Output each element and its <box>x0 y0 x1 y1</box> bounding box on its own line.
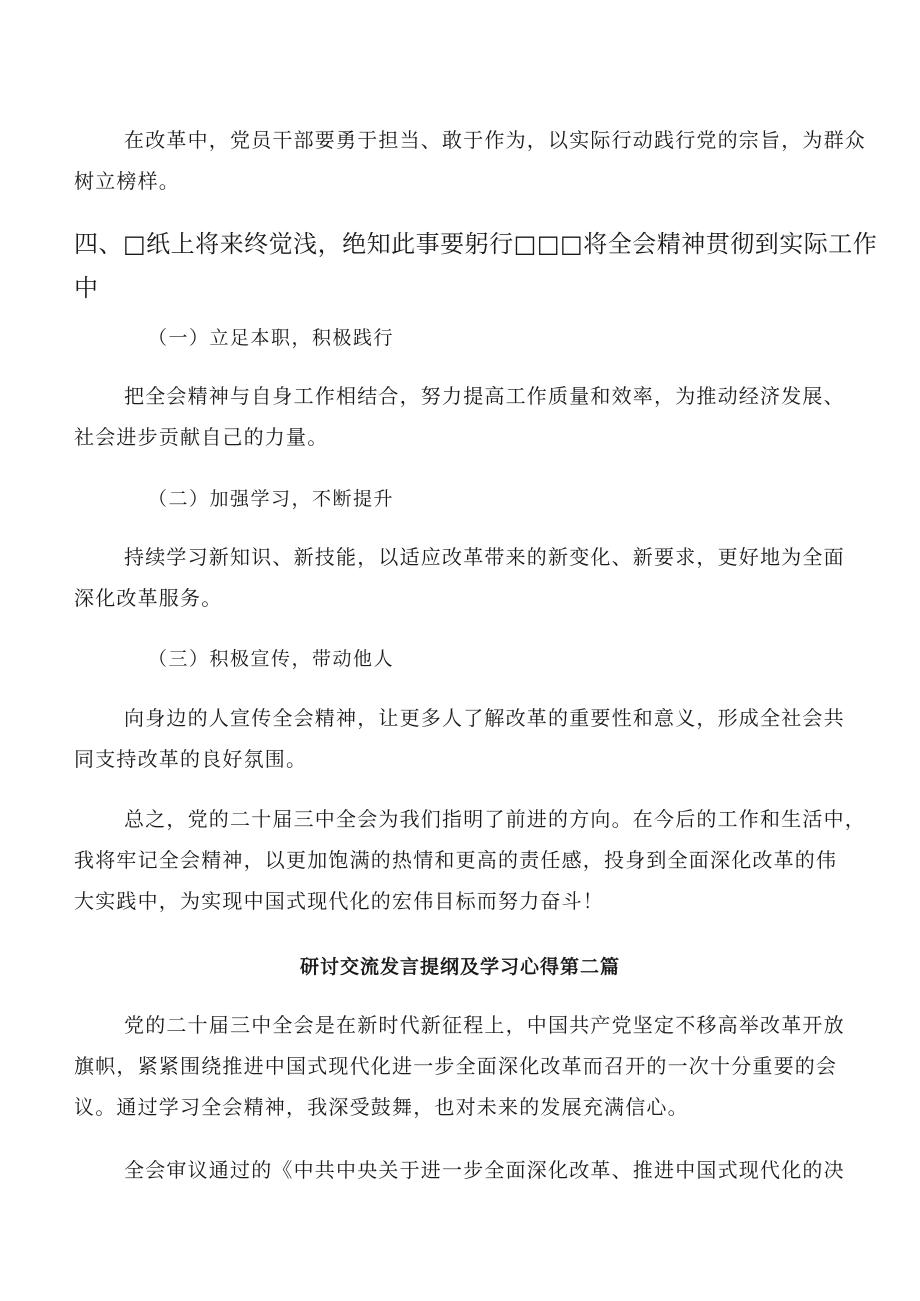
subheading-three: （三）积极宣传，带动他人 <box>148 648 395 670</box>
heading-line: 中 <box>74 274 99 302</box>
paragraph-line: 在改革中，党员干部要勇于担当、敢于作为，以实际行动践行党的宗旨，为群众 <box>124 128 866 152</box>
paragraph-line: 我将牢记全会精神，以更加饱满的热情和更高的责任感，投身到全面深化改革的伟 <box>74 848 838 872</box>
paragraph-line: 社会进步贡献自己的力量。 <box>74 425 329 449</box>
paragraph-line: 旗帜，紧紧围绕推进中国式现代化进一步全面深化改革而召开的一次十分重要的会 <box>74 1054 838 1078</box>
paragraph-line: 向身边的人宣传全会精神，让更多人了解改革的重要性和意义，形成全社会共 <box>124 706 845 730</box>
paragraph-line: 持续学习新知识、新技能，以适应改革带来的新变化、新要求，更好地为全面 <box>124 545 845 569</box>
section-title: 研讨交流发言提纲及学习心得第二篇 <box>299 956 620 978</box>
paragraph-line: 把全会精神与自身工作相结合，努力提高工作质量和效率，为推动经济发展、 <box>124 384 845 408</box>
paragraph-line: 总之，党的二十届三中全会为我们指明了前进的方向。在今后的工作和生活中， <box>124 807 866 831</box>
paragraph-resolution <box>124 1150 864 1191</box>
subheading-one: （一）立足本职，积极践行 <box>148 327 395 349</box>
paragraph-cadre-responsibility <box>74 120 866 202</box>
section-four-heading <box>74 222 878 310</box>
paragraph-conclusion <box>74 799 866 922</box>
paragraph-line: 议。通过学习全会精神，我深受鼓舞，也对未来的发展充满信心。 <box>74 1095 689 1119</box>
paragraph-publicity <box>74 698 864 780</box>
paragraph-line: 全会审议通过的《中共中央关于进一步全面深化改革、推进中国式现代化的决 <box>124 1158 845 1182</box>
paragraph-line: 大实践中，为实现中国式现代化的宏伟目标而努力奋斗！ <box>74 889 604 913</box>
paragraph-line: 树立榜样。 <box>74 169 180 193</box>
paragraph-line: 党的二十届三中全会是在新时代新征程上，中国共产党坚定不移高举改革开放 <box>124 1013 845 1037</box>
paragraph-line: 同支持改革的良好氛围。 <box>74 747 308 771</box>
subheading-two: （二）加强学习，不断提升 <box>148 488 395 510</box>
paragraph-continuous-learning <box>74 537 864 619</box>
paragraph-own-work <box>74 376 864 458</box>
paragraph-line: 深化改革服务。 <box>74 586 223 610</box>
paragraph-plenary-intro <box>74 1005 864 1128</box>
heading-line: 四、□纸上将来终觉浅，绝知此事要躬行□□□将全会精神贯彻到实际工作 <box>74 230 878 258</box>
